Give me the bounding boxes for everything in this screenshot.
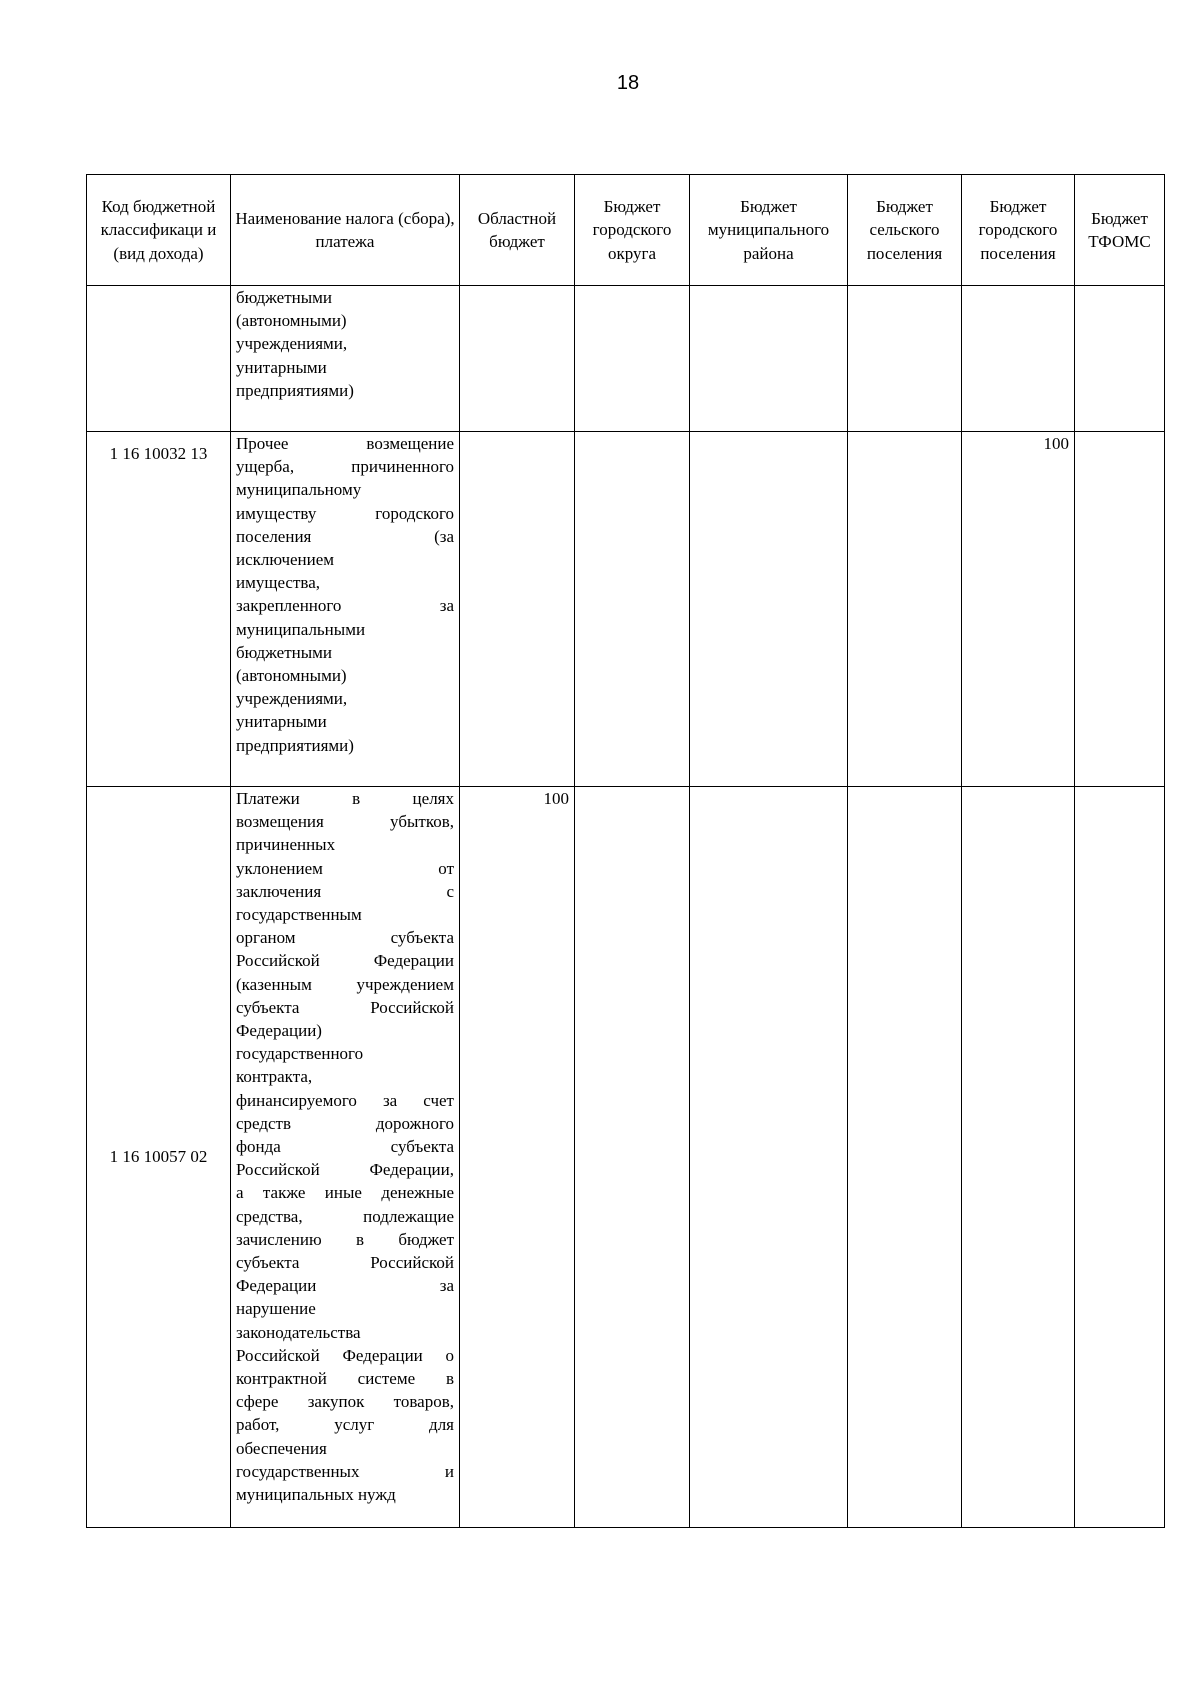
name-line: (автономными) (236, 311, 347, 331)
name-line: контракта, (236, 1067, 313, 1087)
row-regional-value (460, 286, 575, 432)
table-row (87, 432, 1165, 787)
name-line: муниципальному (236, 480, 362, 500)
row-urban-settlement-value (962, 286, 1075, 432)
name-line: Федерации) (236, 1021, 322, 1041)
name-line: (казенным учреждением (236, 974, 454, 994)
name-line: средств дорожного (236, 1113, 454, 1133)
header-municipal-district-budget: Бюджет муниципального района (690, 175, 848, 286)
row-tfoms-value (1075, 432, 1165, 787)
name-line: муниципальными (236, 619, 366, 639)
page-number: 18 (616, 72, 640, 94)
name-line: государственным (236, 905, 362, 925)
header-regional-budget: Областной бюджет (460, 175, 575, 286)
header-name: Наименование налога (сбора), платежа (231, 175, 460, 286)
row-city-district-value (575, 432, 690, 787)
name-line: сфере закупок товаров, (236, 1392, 454, 1412)
header-tfoms-budget: Бюджет ТФОМС (1075, 175, 1165, 286)
name-line: Российской Федерации (236, 951, 454, 971)
row-tfoms-value (1075, 787, 1165, 1528)
row-urban-settlement-value (962, 787, 1075, 1528)
name-line: нарушение (236, 1299, 316, 1319)
name-line: финансируемого за счет (236, 1090, 454, 1110)
name-line: заключения с (236, 881, 454, 901)
name-line: (автономными) (236, 666, 347, 686)
name-line: возмещения убытков, (236, 812, 454, 832)
name-line: субъекта Российской (236, 1253, 454, 1273)
name-line: бюджетными (236, 642, 333, 662)
name-line: работ, услуг для (236, 1415, 454, 1435)
name-line: субъекта Российской (236, 997, 454, 1017)
name-line: имуществу городского (236, 503, 454, 523)
row-urban-settlement-value: 100 (962, 432, 1075, 787)
row-name (231, 432, 460, 787)
name-line: государственного (236, 1044, 364, 1064)
name-line: причиненных (236, 835, 336, 855)
name-line: уклонением от (236, 858, 454, 878)
name-line: учреждениями, (236, 689, 348, 709)
name-line: унитарными (236, 712, 327, 732)
header-city-district-budget: Бюджет городского округа (575, 175, 690, 286)
name-line: а также иные денежные (236, 1183, 454, 1203)
name-line: бюджетными (236, 288, 333, 307)
row-regional-value: 100 (460, 787, 575, 1528)
name-line: Российской Федерации о (236, 1345, 454, 1365)
row-regional-value (460, 432, 575, 787)
row-municipal-district-value (690, 787, 848, 1528)
row-municipal-district-value (690, 432, 848, 787)
name-line: Платежи в целях (236, 789, 454, 808)
name-line: фонда субъекта (236, 1137, 454, 1157)
row-municipal-district-value (690, 286, 848, 432)
name-line: предприятиями) (236, 380, 354, 400)
name-line: контрактной системе в (236, 1369, 454, 1389)
row-rural-settlement-value (848, 286, 962, 432)
name-line: исключением (236, 550, 335, 570)
row-name (231, 787, 460, 1528)
name-line: государственных и (236, 1461, 454, 1481)
name-line: поселения (за (236, 526, 454, 546)
name-line: учреждениями, (236, 334, 348, 354)
row-code: 1 16 10032 13 (87, 432, 231, 787)
name-line: Прочее возмещение (236, 434, 454, 453)
budget-classification-table (86, 174, 1165, 1528)
name-line: предприятиями) (236, 735, 354, 755)
name-line: зачислению в бюджет (236, 1229, 454, 1249)
header-code: Код бюджетной классификаци и (вид дохода) (87, 175, 231, 286)
row-code: 1 16 10057 02 (87, 787, 231, 1528)
header-rural-settlement-budget: Бюджет сельского поселения (848, 175, 962, 286)
name-line: законодательства (236, 1322, 361, 1342)
name-line: органом субъекта (236, 928, 454, 948)
row-name (231, 286, 460, 432)
table-row (87, 787, 1165, 1528)
row-code (87, 286, 231, 432)
name-line: закрепленного за (236, 596, 454, 616)
name-line: обеспечения (236, 1438, 327, 1458)
row-city-district-value (575, 787, 690, 1528)
name-line: ущерба, причиненного (236, 457, 454, 477)
header-urban-settlement-budget: Бюджет городского поселения (962, 175, 1075, 286)
row-city-district-value (575, 286, 690, 432)
table-header (87, 175, 1165, 286)
table-row (87, 286, 1165, 432)
name-line: имущества, (236, 573, 320, 593)
name-line: Российской Федерации, (236, 1160, 454, 1180)
name-line: Федерации за (236, 1276, 454, 1296)
name-line: унитарными (236, 357, 327, 377)
name-line: муниципальных нужд (236, 1485, 396, 1505)
row-tfoms-value (1075, 286, 1165, 432)
name-line: средства, подлежащие (236, 1206, 454, 1226)
row-rural-settlement-value (848, 787, 962, 1528)
row-rural-settlement-value (848, 432, 962, 787)
